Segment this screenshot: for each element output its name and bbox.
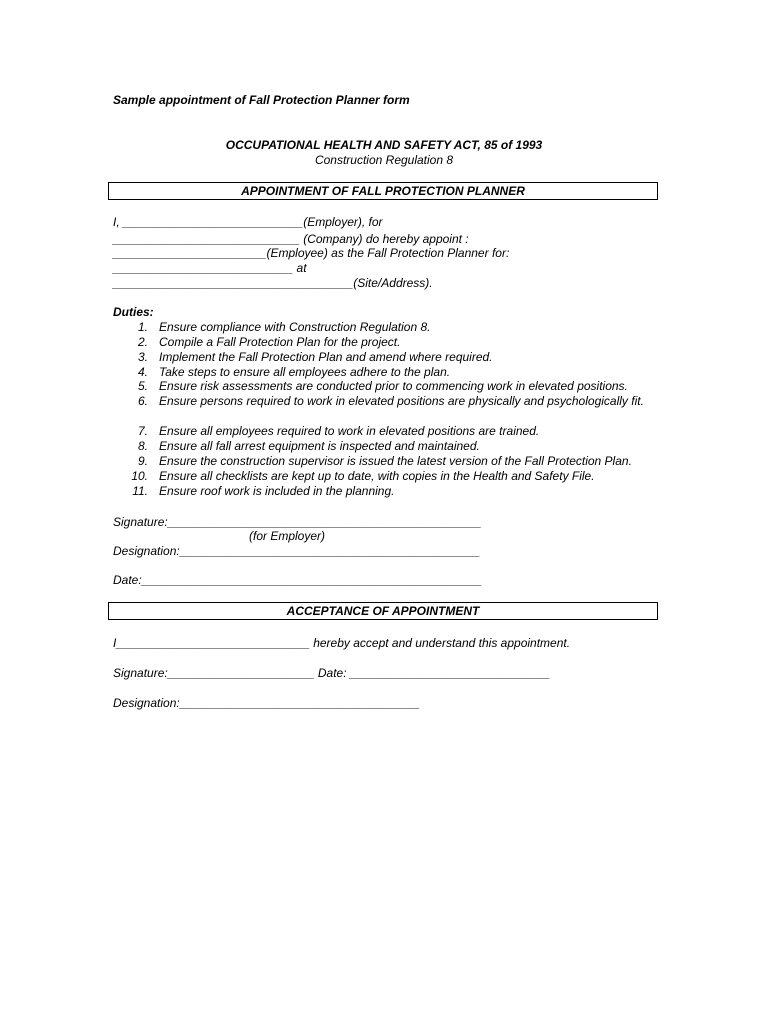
act-title: OCCUPATIONAL HEALTH AND SAFETY ACT, 85 of 1993 — [225, 138, 543, 152]
appointment-company-line: ____________________________ (Company) do hereby appoint : — [113, 232, 469, 246]
duty-text: Take steps to ensure all employees adhere to the plan. — [159, 365, 451, 379]
duty-number: 4. — [137, 365, 148, 379]
document-title: Sample appointment of Fall Protection Planner form — [113, 93, 410, 107]
duty-number: 3. — [137, 350, 148, 364]
duty-item — [0, 439, 768, 454]
duty-text: Ensure roof work is included in the planning. — [159, 484, 395, 498]
duty-number: 5. — [137, 379, 148, 393]
duty-text: Ensure compliance with Construction Regulation 8. — [159, 320, 431, 334]
duty-item — [0, 454, 768, 469]
duty-item — [0, 379, 768, 394]
duty-number: 6. — [137, 394, 148, 408]
duty-number: 10. — [131, 469, 148, 483]
duty-number: 7. — [137, 424, 148, 438]
duty-item — [0, 394, 768, 424]
duty-item — [0, 350, 768, 365]
acceptance-designation-line: Designation:____________________________________ — [113, 696, 420, 710]
appointment-heading: APPOINTMENT OF FALL PROTECTION PLANNER — [241, 184, 525, 198]
duty-item — [0, 469, 768, 484]
duty-text: Ensure the construction supervisor is issued the latest version of the Fall Protection Plan. — [159, 454, 632, 468]
acceptance-heading-box — [108, 602, 658, 620]
duty-text: Ensure persons required to work in elevated positions are physically and psychologically fit. — [159, 394, 644, 408]
duty-text: Implement the Fall Protection Plan and amend where required. — [159, 350, 493, 364]
employer-signature-line: Signature:_______________________________________________ — [113, 515, 482, 529]
employer-date-line: Date:___________________________________________________ — [113, 573, 483, 587]
duty-number: 2. — [137, 335, 148, 349]
duty-text: Ensure all fall arrest equipment is inspected and maintained. — [159, 439, 480, 453]
duty-item — [0, 320, 768, 335]
duty-item — [0, 484, 768, 499]
act-subtitle: Construction Regulation 8 — [314, 153, 454, 167]
appointment-at-line: ___________________________ at — [113, 261, 307, 275]
duty-text: Compile a Fall Protection Plan for the project. — [159, 335, 401, 349]
acceptance-heading: ACCEPTANCE OF APPOINTMENT — [286, 604, 480, 618]
duty-number: 11. — [132, 484, 148, 498]
appointment-site-line: ____________________________________(Site/Address). — [113, 276, 433, 290]
duty-item — [0, 335, 768, 350]
duty-number: 9. — [137, 454, 148, 468]
duty-item — [0, 365, 768, 380]
duty-number: 8. — [137, 439, 148, 453]
appointment-heading-box — [108, 182, 658, 200]
employer-designation-line: Designation:_____________________________________________ — [113, 544, 481, 558]
duty-number: 1. — [137, 320, 148, 334]
duties-heading: Duties: — [113, 305, 154, 319]
appointment-employer-line: I, ___________________________(Employer), for — [113, 215, 383, 229]
duty-item — [0, 424, 768, 439]
acceptance-name-line: I_____________________________ hereby accept and understand this appointment. — [113, 636, 571, 650]
appointment-employee-line: _______________________(Employee) as the Fall Protection Planner for: — [113, 246, 510, 260]
duty-text: Ensure risk assessments are conducted prior to commencing work in elevated positions. — [159, 379, 628, 393]
acceptance-signature-date-line: Signature:______________________ Date: ______________________________ — [113, 666, 551, 680]
for-employer-label: (for Employer) — [249, 529, 326, 543]
duty-text: Ensure all employees required to work in elevated positions are trained. — [159, 424, 540, 438]
duty-text: Ensure all checklists are kept up to date, with copies in the Health and Safety File. — [159, 469, 595, 483]
